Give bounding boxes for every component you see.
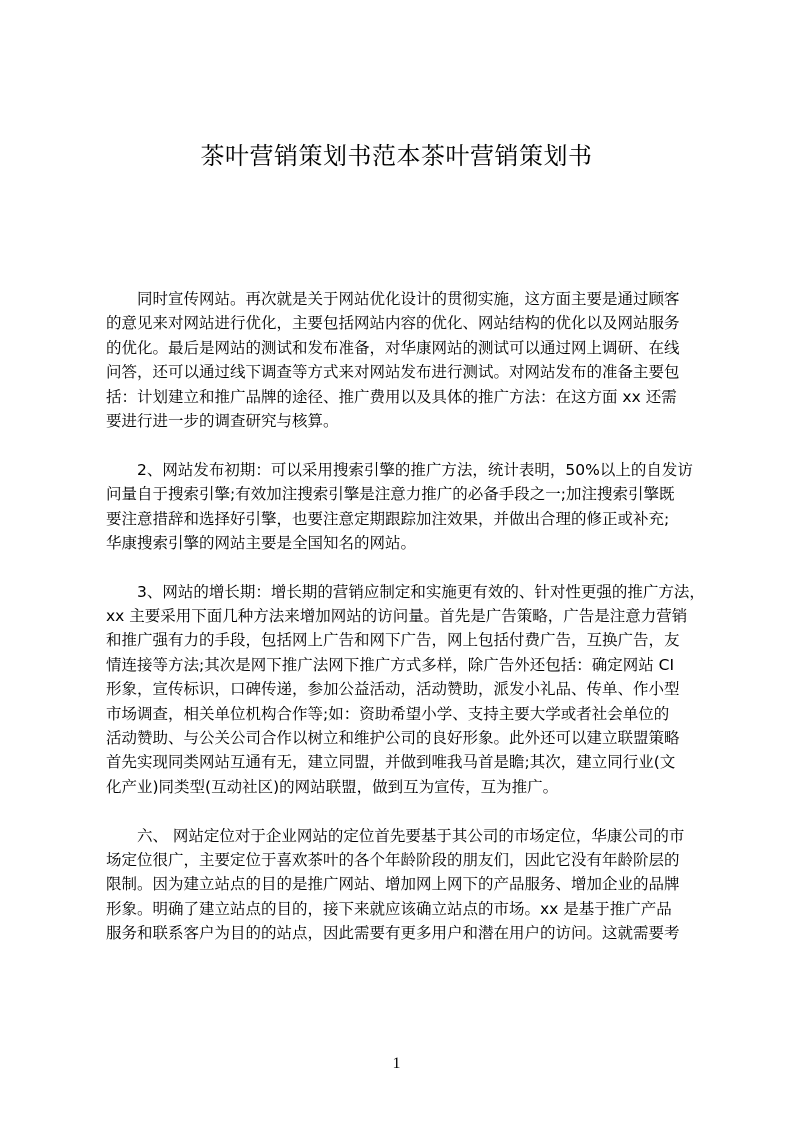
page-number: 1 xyxy=(392,1055,401,1072)
text-line: 3、网站的增长期：增长期的营销应制定和实施更有效的、针对性更强的推广方法， xyxy=(106,582,705,601)
text-line: 限制。因为建立站点的目的是推广网站、增加网上网下的产品服务、增加企业的品牌 xyxy=(106,875,680,894)
text-line: 六、 网站定位对于企业网站的定位首先要基于其公司的市场定位，华康公司的市 xyxy=(106,826,685,845)
text-line: 的意见来对网站进行优化，主要包括网站内容的优化、网站结构的优化以及网站服务 xyxy=(106,314,680,333)
text-line: 括：计划建立和推广品牌的途径、推广费用以及具体的推广方法：在这方面 xx 还需 xyxy=(106,387,677,406)
text-line: 同时宣传网站。再次就是关于网站优化设计的贯彻实施，这方面主要是通过顾客 xyxy=(106,290,680,308)
document-body xyxy=(106,287,712,946)
paragraph xyxy=(106,580,712,800)
paragraph-gap xyxy=(106,799,712,823)
page-title: 茶叶营销策划书范本茶叶营销策划书 xyxy=(200,142,593,170)
text-line: 市场调查，相关单位机构合作等;如：资助希望小学、支持主要大学或者社会单位的 xyxy=(106,704,670,723)
text-line: 服务和联系客户为目的的站点，因此需要有更多用户和潜在用户的访问。这就需要考 xyxy=(106,924,680,943)
paragraph xyxy=(106,287,712,433)
text-line: 活动赞助、与公关公司合作以树立和维护公司的良好形象。此外还可以建立联盟策略 xyxy=(106,729,680,748)
text-line: xx 主要采用下面几种方法来增加网站的访问量。首先是广告策略，广告是注意力营销 xyxy=(106,607,688,626)
text-line: 和推广强有力的手段，包括网上广告和网下广告，网上包括付费广告，互换广告，友 xyxy=(106,631,680,650)
paragraph-gap xyxy=(106,433,712,457)
text-line: 形象。明确了建立站点的目的，接下来就应该确立站点的市场。xx 是基于推广产品 xyxy=(106,899,672,918)
text-line: 华康搜索引擎的网站主要是全国知名的网站。 xyxy=(106,533,417,552)
text-line: 要进行进一步的调查研究与核算。 xyxy=(106,411,339,430)
text-line: 首先实现同类网站互通有无，建立同盟，并做到唯我马首是瞻;其次，建立同行业(文 xyxy=(106,753,676,772)
paragraph xyxy=(106,824,712,946)
text-line: 化产业)同类型(互动社区)的网站联盟，做到互为宣传，互为推广。 xyxy=(106,777,559,796)
paragraph-gap xyxy=(106,555,712,579)
text-line: 问量自于搜索引擎;有效加注搜索引擎是注意力推广的必备手段之一;加注搜索引擎既 xyxy=(106,485,675,504)
text-line: 场定位很广，主要定位于喜欢茶叶的各个年龄阶段的朋友们，因此它没有年龄阶层的 xyxy=(106,850,680,869)
text-line: 问答，还可以通过线下调查等方式来对网站发布进行测试。对网站发布的准备主要包 xyxy=(106,363,680,382)
text-line: 要注意措辞和选择好引擎，也要注意定期跟踪加注效果，并做出合理的修正或补充; xyxy=(106,509,670,528)
text-line: 2、网站发布初期：可以采用搜索引擎的推广方法，统计表明，50%以上的自发访 xyxy=(106,460,693,479)
paragraph xyxy=(106,458,712,556)
text-line: 的优化。最后是网站的测试和发布准备，对华康网站的测试可以通过网上调研、在线 xyxy=(106,338,680,357)
text-line: 形象，宣传标识，口碑传递，参加公益活动，活动赞助，派发小礼品、传单、作小型 xyxy=(106,680,680,699)
text-line: 情连接等方法;其次是网下推广法网下推广方式多样，除广告外还包括：确定网站 CI xyxy=(106,655,675,674)
